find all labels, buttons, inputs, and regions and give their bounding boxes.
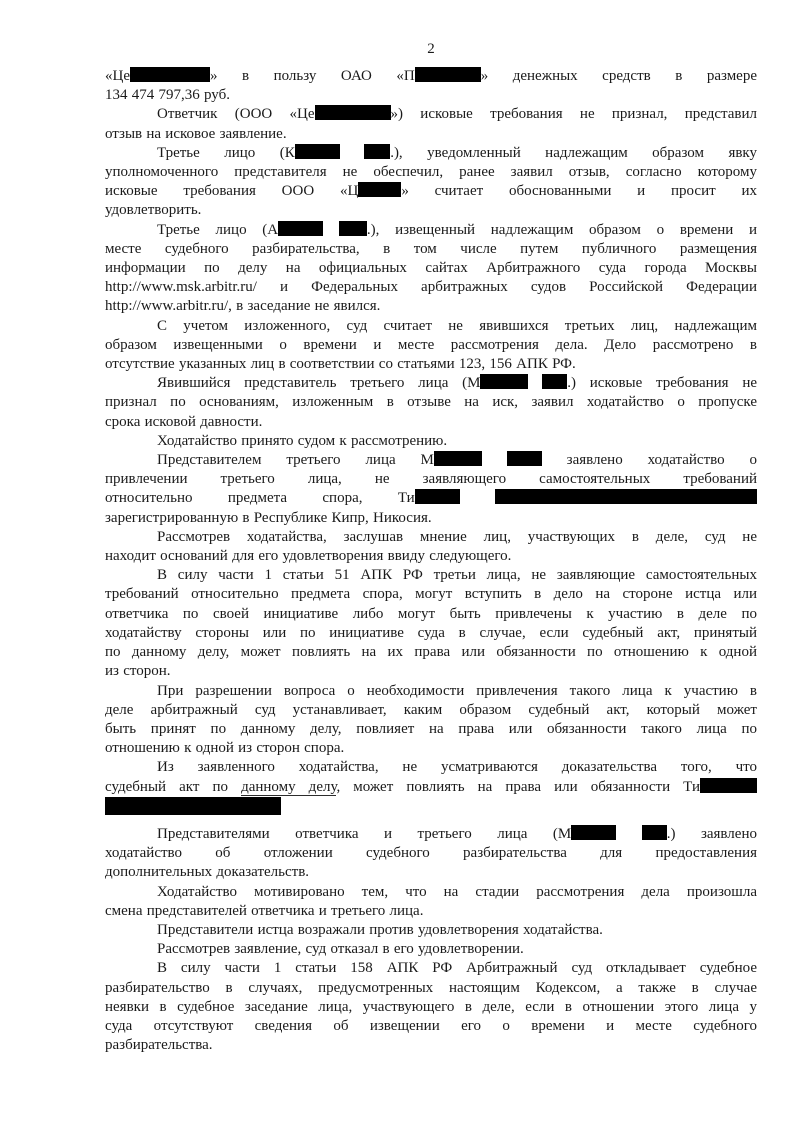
paragraph xyxy=(105,317,757,375)
text-line xyxy=(105,105,757,124)
text-line xyxy=(105,797,757,819)
text-line xyxy=(105,624,757,643)
text-run: признал по основаниям, изложенным в отзыве на иск, заявил ходатайство о пропуске xyxy=(105,394,757,411)
redaction-bar xyxy=(542,374,567,389)
text-run: зарегистрированную в Республике Кипр, Никосия. xyxy=(105,509,432,526)
text-run: требований относительно предмета спора, могут вступить в дело на стороне истца или xyxy=(105,586,757,603)
text-line xyxy=(105,883,757,902)
text-run: «Це xyxy=(105,68,130,84)
text-line xyxy=(105,720,757,739)
redaction-bar xyxy=(339,221,367,236)
text-line xyxy=(105,125,757,144)
redaction-bar xyxy=(415,489,460,504)
paragraph xyxy=(105,144,757,221)
redaction-bar xyxy=(642,825,667,840)
paragraph xyxy=(105,566,757,681)
document-body xyxy=(105,67,757,1055)
text-run: разбирательства. xyxy=(105,1037,213,1054)
text-run: из сторон. xyxy=(105,663,171,680)
text-run: срока исковой давности. xyxy=(105,413,263,430)
text-line xyxy=(105,528,757,547)
text-line xyxy=(105,758,757,777)
text-line xyxy=(105,259,757,278)
text-line xyxy=(105,921,757,940)
redaction-bar xyxy=(507,451,542,466)
text-run: .), уведомленный надлежащим образом явку xyxy=(390,144,757,161)
text-line xyxy=(105,470,757,489)
paragraph xyxy=(105,432,757,451)
text-line xyxy=(105,374,757,393)
text-line xyxy=(105,489,757,508)
text-line xyxy=(105,547,757,566)
text-run: суда отсутствуют сведения об извещении его о времени и месте судебного xyxy=(105,1017,757,1034)
text-run: В силу части 1 статьи 158 АПК РФ Арбитражный суд откладывает судебное xyxy=(157,960,757,977)
text-run: разбирательство в случаях, предусмотренных настоящим Кодексом, а также в случае xyxy=(105,979,757,996)
text-run: .), извещенный надлежащим образом о времени и xyxy=(366,221,758,238)
text-run: Рассмотрев заявление, суд отказал в его удовлетворении. xyxy=(157,941,524,958)
text-run: Третье лицо (К xyxy=(157,144,295,161)
paragraph xyxy=(105,682,757,759)
text-run: судебный акт по xyxy=(105,778,242,795)
text-line xyxy=(105,940,757,959)
paragraph xyxy=(105,528,757,566)
text-line xyxy=(105,566,757,585)
redaction-bar xyxy=(364,144,390,159)
redaction-bar xyxy=(315,105,391,120)
text-run: Ходатайство принято судом к рассмотрению. xyxy=(157,432,448,449)
text-line xyxy=(105,662,757,681)
text-run: С учетом изложенного, суд считает не явившихся третьих лиц, надлежащим xyxy=(157,317,757,334)
text-run: http://www.arbitr.ru/, в заседание не явился. xyxy=(105,298,381,315)
text-line xyxy=(105,844,757,863)
text-run: привлечении третьего лица, не заявляющего самостоятельных требований xyxy=(105,471,757,488)
text-run: дополнительных доказательств. xyxy=(105,864,310,881)
text-line xyxy=(105,585,757,604)
text-run: Ходатайство мотивировано тем, что на стадии рассмотрения дела произошла xyxy=(157,883,757,900)
text-run: данному делу xyxy=(241,778,337,795)
text-run: 134 474 797,36 руб. xyxy=(105,87,230,104)
text-run: деле арбитражный суд устанавливает, каким образом судебный акт, который может xyxy=(105,701,757,718)
text-line xyxy=(105,1017,757,1036)
text-run: Явившийся представитель третьего лица (М xyxy=(157,375,481,392)
redaction-bar xyxy=(571,825,616,840)
text-run: удовлетворить. xyxy=(105,202,202,219)
redaction-bar xyxy=(278,221,323,236)
text-run: ») исковые требования не признал, представил xyxy=(390,106,757,123)
text-line xyxy=(105,1036,757,1055)
text-run: Рассмотрев ходатайства, заслушав мнение лиц, участвующих в деле, суд не xyxy=(157,528,757,545)
text-run: ответчика по своей инициативе либо могут быть привлечены к участию в деле по xyxy=(105,605,757,622)
text-line xyxy=(105,317,757,336)
text-run: отношению к одной из сторон спора. xyxy=(105,740,345,757)
paragraph xyxy=(105,921,757,940)
text-run: смена представителей ответчика и третьего лица. xyxy=(105,902,424,919)
text-run: , может повлиять на права или обязанности Ти xyxy=(336,778,701,795)
text-run: образом извещенными о времени и месте рассмотрения дела. Дело рассмотрено в xyxy=(105,336,757,353)
paragraph xyxy=(105,940,757,959)
text-run: .) заявлено xyxy=(666,825,757,842)
text-run: Третье лицо (А xyxy=(157,221,279,238)
text-run: уполномоченного представителя не обеспечил, ранее заявил отзыв, согласно которому xyxy=(105,164,757,181)
text-line xyxy=(105,682,757,701)
redaction-bar xyxy=(105,797,281,815)
redaction-bar xyxy=(495,489,757,504)
text-run: » считает обоснованными и просит их xyxy=(401,183,757,200)
text-run: Ответчик (ООО «Це xyxy=(157,106,315,123)
text-line xyxy=(105,201,757,220)
text-run xyxy=(460,490,495,506)
text-run xyxy=(323,222,339,238)
text-run: ходатайство об отложении судебного разбирательства для предоставления xyxy=(105,845,757,862)
text-line xyxy=(105,355,757,374)
text-run: http://www.msk.arbitr.ru/ и Федеральных арбитражных судов Российской Федерации xyxy=(105,279,757,296)
text-run: При разрешении вопроса о необходимости привлечения такого лица к участию в xyxy=(157,682,757,699)
text-run: неявки в судебное заседание лица, участвующего в деле, если в отношении этого лица у xyxy=(105,998,757,1015)
redaction-bar xyxy=(480,374,528,389)
redaction-bar xyxy=(295,144,340,159)
text-run: Из заявленного ходатайства, не усматриваются доказательства того, что xyxy=(157,759,757,776)
paragraph xyxy=(105,451,757,528)
text-run: быть принят по данному делу, повлияет на права или обязанности такого лица по xyxy=(105,720,757,737)
paragraph xyxy=(105,221,757,317)
text-line xyxy=(105,998,757,1017)
text-line xyxy=(105,67,757,86)
text-run: В силу части 1 статьи 51 АПК РФ третьи лица, не заявляющие самостоятельных xyxy=(157,567,757,584)
text-run xyxy=(340,145,364,161)
text-line xyxy=(105,778,757,797)
text-line xyxy=(105,297,757,316)
text-line xyxy=(105,432,757,451)
redaction-bar xyxy=(700,778,757,793)
text-line xyxy=(105,240,757,259)
paragraph xyxy=(105,758,757,819)
page-number: 2 xyxy=(427,41,435,57)
text-line xyxy=(105,86,757,105)
text-run: » денежных средств в размере xyxy=(480,68,757,84)
text-run: Представителями ответчика и третьего лица (М xyxy=(157,825,572,842)
redaction-bar xyxy=(415,67,481,82)
redaction-bar xyxy=(130,67,210,82)
text-run: исковые требования ООО «Ц xyxy=(105,183,359,200)
text-line xyxy=(105,739,757,758)
text-run xyxy=(528,375,542,391)
text-run: находит оснований для его удовлетворения ввиду следующего. xyxy=(105,548,512,565)
text-line xyxy=(105,393,757,412)
text-run: ходатайству стороны или по инициативе суда в случае, если судебный акт, принятый xyxy=(105,624,757,641)
redaction-bar xyxy=(358,182,401,197)
text-line xyxy=(105,605,757,624)
text-run: Представителем третьего лица М xyxy=(157,452,434,469)
paragraph xyxy=(105,959,757,1055)
text-run: отсутствие указанных лиц в соответствии со статьями 123, 156 АПК РФ. xyxy=(105,356,576,373)
redaction-bar xyxy=(434,451,482,466)
text-run: » в пользу ОАО «П xyxy=(210,68,415,84)
text-line xyxy=(105,336,757,355)
text-line xyxy=(105,979,757,998)
text-line xyxy=(105,902,757,921)
text-line xyxy=(105,959,757,978)
text-line xyxy=(105,278,757,297)
text-run: Представители истца возражали против удовлетворения ходатайства. xyxy=(157,921,603,938)
text-run: информации по делу на официальных сайтах Арбитражного суда города Москвы xyxy=(105,260,757,277)
text-line xyxy=(105,825,757,844)
text-run: относительно предмета спора, Ти xyxy=(105,490,415,507)
text-run: месте судебного разбирательства, в том числе путем публичного размещения xyxy=(105,240,757,257)
text-run xyxy=(616,826,641,842)
text-run: по данному делу, может повлиять на их права или обязанности по отношению к одной xyxy=(105,644,757,661)
text-line xyxy=(105,509,757,528)
text-run: .) исковые требования не xyxy=(567,375,758,392)
paragraph xyxy=(105,374,757,432)
text-run xyxy=(482,452,507,468)
text-line xyxy=(105,163,757,182)
text-line xyxy=(105,701,757,720)
text-line xyxy=(105,182,757,201)
text-line xyxy=(105,144,757,163)
text-line xyxy=(105,643,757,662)
text-run: заявлено ходатайство о xyxy=(541,452,757,469)
paragraph xyxy=(105,67,757,105)
paragraph xyxy=(105,883,757,921)
text-line xyxy=(105,413,757,432)
text-run: отзыв на исковое заявление. xyxy=(105,125,287,142)
text-line xyxy=(105,863,757,882)
text-line xyxy=(105,221,757,240)
paragraph xyxy=(105,825,757,883)
text-line xyxy=(105,451,757,470)
paragraph xyxy=(105,105,757,143)
